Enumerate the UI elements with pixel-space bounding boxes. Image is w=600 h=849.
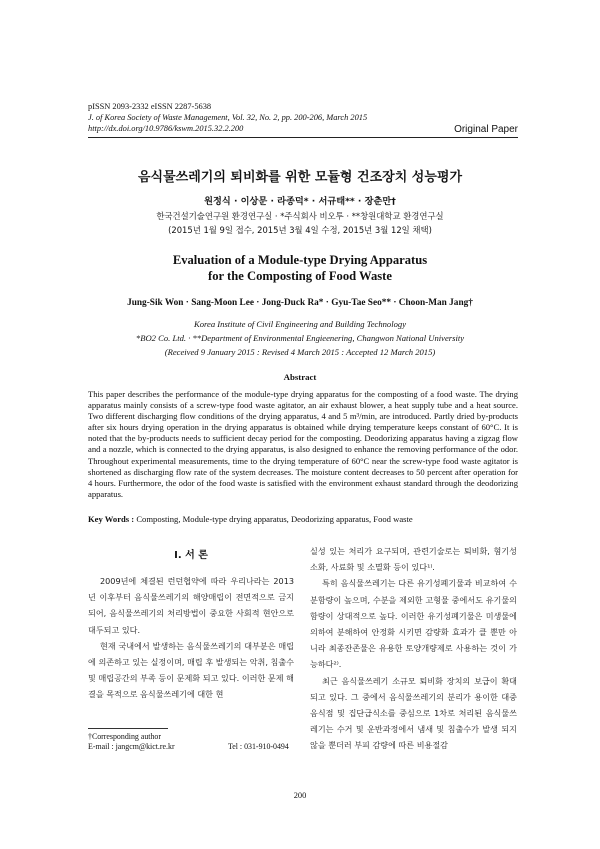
body-paragraph: 특히 음식물쓰레기는 다른 유기성폐기물과 비교하여 수분함량이 높으며, 수분을 제외한 고형물 중에서도 유기물의 함량이 상대적으로 높다. 이러한 유기성폐기물은 미생물에 의하여 분해하여 안정화 시키면 감량화 효과가 클 뿐만 아니라 최종잔존물은 유용한 토양개량제로 사용하는 것이 가능하다²⁾. (310, 578, 517, 670)
footnote-email: E-mail : jangcm@kict.re.kr (88, 742, 175, 751)
english-title-line1: Evaluation of a Module-type Drying Apparatus (172, 253, 428, 267)
body-paragraph: 최근 음식물쓰레기 소규모 퇴비화 장치의 보급이 확대되고 있다. 그 중에서 음식물쓰레기의 분리가 용이한 대중음식점 및 집단급식소를 중심으로 1차로 처리된 음식물쓰레기는 수거 및 운반과정에서 냄새 및 침출수가 발생 되지 않을 뿐더러 부피 감량에 따른 비용절감 (310, 675, 517, 751)
doi-link[interactable]: http://dx.doi.org/10.9786/kswm.2015.32.2.200 (88, 124, 244, 133)
korean-dates: (2015년 1월 9일 접수, 2015년 3월 4일 수정, 2015년 3월 12일 채택) (168, 225, 432, 235)
section-heading-introduction: I. 서 론 (174, 550, 208, 561)
issn-line: pISSN 2093-2332 eISSN 2287-5638 (88, 102, 212, 111)
english-title (60, 252, 540, 284)
footnote-rule (88, 728, 168, 729)
korean-affiliations: 한국건설기술연구원 환경연구실 · *주식회사 비오투 · **창원대학교 환경연구실 (156, 211, 444, 221)
english-title-line2: for the Composting of Food Waste (208, 269, 392, 283)
paper-type-label: Original Paper (454, 124, 518, 135)
page-number: 200 (293, 791, 307, 800)
keywords-label: Key Words : (88, 514, 135, 524)
keywords (88, 514, 413, 524)
english-authors: Jung-Sik Won · Sang-Moon Lee · Jong-Duck Ra* · Gyu-Tae Seo** · Choon-Man Jang† (127, 298, 473, 308)
body-column-left (88, 573, 294, 703)
abstract-text: This paper describes the performance of the module-type drying apparatus for the composting of a food waste. The drying apparatus mainly consists of a screw-type food waste agitator, an air exhaust blower, a heat supply tube and a heat source. Two different discharging flow conditions of the drying apparatus, 4 and 5 m³/min, are introduced. Partly dried by-products after six hours drying operation in the drying apparatus is obtained while drying temperature keeps constant of 60°C. It is noted that the by-products needs to sufficient decay period for the composting. Deodorizing apparatus having a zigzag flow and a nozzle, which is connected to the drying apparatus, is also designed to enhance the removing performance of the odor. Throughout experimental measurements, time to the drying temperature of 60°C near the screw-type food waste agitator is shortened as discharging flow rate of the system decreases. The moisture content decreases to 50 percent after operation for 4 hours. Furthermore, the odor of the food waste is satisfied with the environment exhaust standard through the deodorizing apparatus. (88, 389, 518, 499)
english-affiliation-1: Korea Institute of Civil Engineering and Building Technology (193, 319, 407, 329)
korean-title: 음식물쓰레기의 퇴비화를 위한 모듈형 건조장치 성능평가 (137, 170, 463, 185)
footnote-tel: Tel : 031-910-0494 (228, 742, 289, 751)
footnote-corresponding: †Corresponding author (88, 732, 161, 741)
journal-citation: J. of Korea Society of Waste Management, Vol. 32, No. 2, pp. 200-206, March 2015 (88, 113, 368, 122)
english-affiliation-2: *BO2 Co. Ltd. · **Department of Environmental Engieenering, Changwon National University (135, 333, 465, 343)
header-rule (88, 137, 518, 138)
english-dates: (Received 9 January 2015 : Revised 4 March 2015 : Accepted 12 March 2015) (164, 347, 436, 357)
korean-authors: 원정식 · 이상문 · 라종덕* · 서규태** · 장춘만† (204, 196, 396, 207)
body-paragraph: 현재 국내에서 발생하는 음식물쓰레기의 대부분은 매립에 의존하고 있는 실정이며, 매립 후 발생되는 악취, 침출수 및 매립공간의 부족 등이 문제화 되고 있다. 이러한 문제 해결을 목적으로 음식물쓰레기에 대한 현 (88, 640, 294, 700)
body-paragraph: 실성 있는 처리가 요구되며, 관련기술로는 퇴비화, 혐기성 소화, 사료화 및 소멸화 등이 있다¹⁾. (310, 546, 517, 573)
body-column-right (310, 543, 517, 754)
body-paragraph: 2009년에 체결된 런던협약에 따라 우리나라는 2013년 이후부터 음식물쓰레기의 해양매립이 전면적으로 금지되어, 음식물쓰레기의 처리방법이 중요한 사회적 현안으로 대두되고 있다. (88, 576, 294, 635)
keywords-text: Composting, Module-type drying apparatus, Deodorizing apparatus, Food waste (136, 514, 413, 524)
abstract-heading: Abstract (283, 372, 317, 382)
